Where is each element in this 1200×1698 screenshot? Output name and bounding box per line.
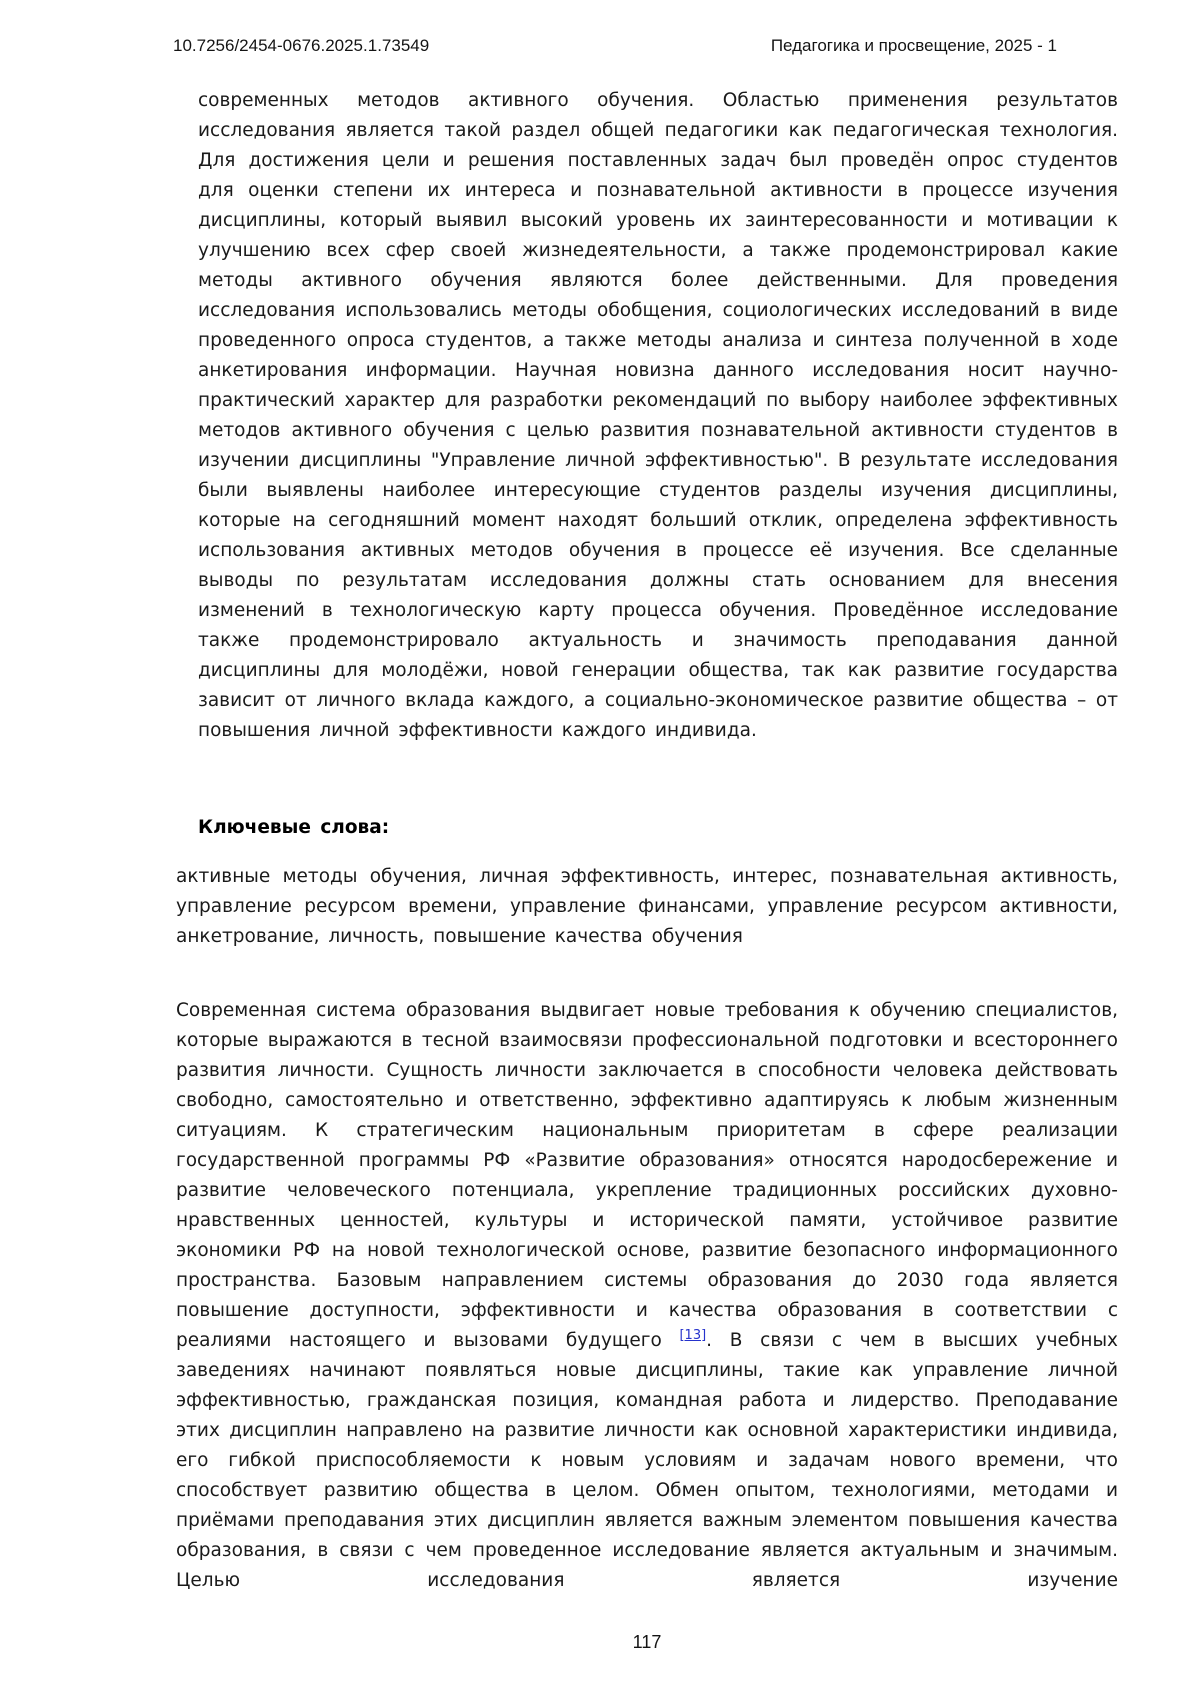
body-text-after-citation: . В связи с чем в высших учебных заведениях начинают появляться новые дисциплины, такие как управление личной эффективностью, гражданская позиция, командная работа и лидерство. Преподавание этих дисциплин направлено на развитие личности как основной характеристики индивида, его гибкой приспособляемости к новым условиям и задачам нового времени, что способствует развитию общества в целом. Обмен опытом, технологиями, методами и приёмами преподавания этих дисциплин является важным элементом повышения качества образования, в связи с чем проведенное исследование является актуальным и значимым. Целью исследования является изучение — [176, 1330, 1119, 1591]
keywords-label: Ключевые слова: — [198, 817, 390, 838]
body-paragraph — [176, 996, 1118, 1596]
journal-issue-text: Педагогика и просвещение, 2025 - 1 — [770, 36, 1057, 55]
page-number: 117 — [632, 1632, 662, 1652]
citation-superscript — [679, 1328, 706, 1343]
page-header — [173, 36, 1057, 56]
keywords-paragraph: активные методы обучения, личная эффективность, интерес, познавательная активность, управление ресурсом времени, управление финансами, управление ресурсом активности, анкетрование, личность, повышение качества обучения — [176, 866, 1118, 947]
abstract-paragraph: современных методов активного обучения. Областью применения результатов исследования является такой раздел общей педагогики как педагогическая технология. Для достижения цели и решения поставленных задач был проведён опрос студентов для оценки степени их интереса и познавательной активности в процессе изучения дисциплины, который выявил высокий уровень их заинтересованности и мотивации к улучшению всех сфер своей жизнедеятельности, а также продемонстрировал какие методы активного обучения являются более действенными. Для проведения исследования использовались методы обобщения, социологических исследований в виде проведенного опроса студентов, а также методы анализа и синтеза полученной в ходе анкетирования информации. Научная новизна данного исследования носит научно-практический характер для разработки рекомендаций по выбору наиболее эффективных методов активного обучения с целью развития познавательной активности студентов в изучении дисциплины "Управление личной эффективностью". В результате исследования были выявлены наиболее интересующие студентов разделы изучения дисциплины, которые на сегодняшний момент находят больший отклик, определена эффективность использования активных методов обучения в процессе её изучения. Все сделанные выводы по результатам исследования должны стать основанием для внесения изменений в технологическую карту процесса обучения. Проведённое исследование также продемонстрировало актуальность и значимость преподавания данной дисциплины для молодёжи, новой генерации общества, так как развитие государства зависит от личного вклада каждого, а социально-экономическое развитие общества – от повышения личной эффективности каждого индивида. — [198, 90, 1118, 741]
body-text-before-citation: Современная система образования выдвигает новые требования к обучению специалистов, которые выражаются в тесной взаимосвязи профессиональной подготовки и всестороннего развития личности. Сущность личности заключается в способности человека действовать свободно, самостоятельно и ответственно, эффективно адаптируясь к любым жизненным ситуациям. К стратегическим национальным приоритетам в сфере реализации государственной программы РФ «Развитие образования» относятся народосбережение и развитие человеческого потенциала, укрепление традиционных российских духовно-нравственных ценностей, культуры и исторической памяти, устойчивое развитие экономики РФ на новой технологической основе, развитие безопасного информационного пространства. Базовым направлением системы образования до 2030 года является повышение доступности, эффективности и качества образования в соответствии с реалиями настоящего и вызовами будущего — [176, 1000, 1118, 1351]
citation-link-13[interactable]: [13] — [679, 1327, 707, 1343]
doi-text: 10.7256/2454-0676.2025.1.73549 — [173, 36, 430, 55]
